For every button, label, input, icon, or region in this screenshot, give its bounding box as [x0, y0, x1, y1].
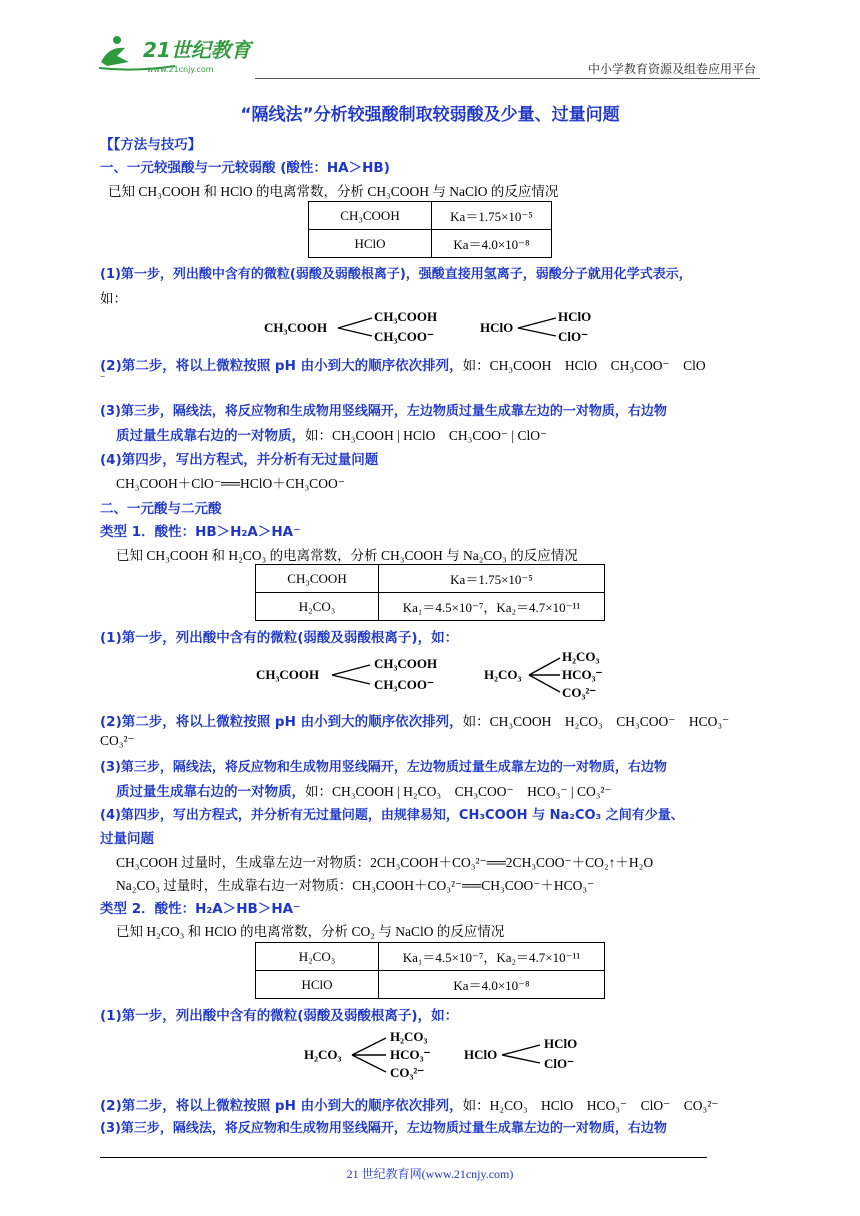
type2-intro: 已知 H₂CO₃ 和 HClO 的电离常数，分析 CO₂ 与 NaClO 的反应情况: [116, 924, 505, 939]
step-label: 质过量生成靠右边的一对物质，: [116, 784, 305, 800]
diagram-label: CO₃²⁻: [390, 1065, 425, 1080]
sec1-step2: [100, 354, 706, 374]
diagram-label: H₂CO₃: [390, 1029, 428, 1044]
sec1-equation: CH₃COOH＋ClO⁻══HClO＋CH₃COO⁻: [116, 476, 345, 491]
diagram-label: H₂CO₃: [562, 649, 600, 664]
type1-step3: (3)第三步，隔线法，将反应物和生成物用竖线隔开，左边物质过量生成靠左边的一对物质，右边物: [100, 760, 667, 775]
diagram-label: H₂CO₃: [484, 667, 522, 682]
logo-url: www.21cnjy.com: [147, 65, 214, 74]
type2-step2: [100, 1094, 718, 1114]
dissociation-diagram-3: [302, 1026, 602, 1084]
footer-rule: [100, 1157, 707, 1158]
sec1-step1: (1)第一步，列出酸中含有的微粒(弱酸及弱酸根离子)，强酸直接用氢离子，弱酸分子就用化学式表示，: [100, 267, 692, 282]
sec1-step1-cont: 如：: [100, 291, 127, 306]
step-text: 如：CH₃COOH HClO CH₃COO⁻ ClO: [462, 358, 706, 373]
type1-step3-line2: [116, 780, 612, 800]
sec1-step3: (3)第三步，隔线法，将反应物和生成物用竖线隔开，左边物质过量生成靠左边的一对物质，右边物: [100, 404, 667, 419]
step-label: (2)第二步，将以上微粒按照 pH 由小到大的顺序依次排列，: [100, 1098, 463, 1114]
diagram-label: CO₃²⁻: [562, 685, 597, 700]
type1-step4-line2: 过量问题: [100, 831, 154, 847]
type1-heading: 类型 1．酸性：HB＞H₂A＞HA⁻: [100, 524, 301, 540]
ka-table-2: [255, 564, 605, 621]
step-label: (2)第二步，将以上微粒按照 pH 由小到大的顺序依次排列，: [100, 714, 463, 730]
diagram-label: CH₃COOH: [374, 656, 438, 671]
step-label: (2)第二步，将以上微粒按照 pH 由小到大的顺序依次排列，: [100, 358, 463, 374]
platform-name: 中小学教育资源及组卷应用平台: [587, 62, 756, 76]
table-cell: Ka₁＝4.5×10⁻⁷，Ka₂＝4.7×10⁻¹¹: [379, 593, 605, 621]
type2-step3: (3)第三步，隔线法，将反应物和生成物用竖线隔开，左边物质过量生成靠左边的一对物质，右边物: [100, 1121, 667, 1136]
diagram-label: ClO⁻: [544, 1056, 574, 1071]
page-title: “隔线法”分析较强酸制取较弱酸及少量、过量问题: [240, 105, 620, 125]
type1-equation-2: Na₂CO₃ 过量时，生成靠右边一对物质：CH₃COOH＋CO₃²⁻══CH₃COO⁻＋HCO₃⁻: [116, 878, 595, 893]
sec1-step3-line2: [116, 424, 547, 444]
logo: [95, 32, 265, 76]
table-cell: HClO: [309, 230, 432, 258]
diagram-label: HClO: [480, 320, 514, 335]
type1-step2: [100, 710, 729, 730]
type2-heading: 类型 2．酸性：H₂A＞HB＞HA⁻: [100, 901, 301, 917]
diagram-label: HClO: [544, 1036, 578, 1051]
table-cell: CH₃COOH: [309, 202, 432, 230]
step-label: 质过量生成靠右边的一对物质，: [116, 428, 305, 444]
table-cell: H₂CO₃: [256, 593, 379, 621]
type1-step1: (1)第一步，列出酸中含有的微粒(弱酸及弱酸根离子)，如：: [100, 630, 459, 646]
diagram-label: ClO⁻: [558, 329, 588, 344]
type1-step4: (4)第四步，写出方程式，并分析有无过量问题，由规律易知，CH₃COOH 与 Na₂CO₃ 之间有少量、: [100, 808, 684, 823]
diagram-label: CH₃COO⁻: [374, 329, 434, 344]
diagram-label: H₂CO₃: [304, 1047, 342, 1062]
diagram-label: CH₃COOH: [256, 667, 320, 682]
diagram-label: CH₃COO⁻: [374, 677, 434, 692]
diagram-label: HCO₃⁻: [562, 667, 603, 682]
step-text: 如：CH₃COOH | HClO CH₃COO⁻ | ClO⁻: [305, 428, 548, 443]
diagram-label: CH₃COOH: [264, 320, 328, 335]
sec1-intro: 已知 CH₃COOH 和 HClO 的电离常数，分析 CH₃COOH 与 NaClO 的反应情况: [108, 184, 559, 199]
ka-table-3: [255, 942, 605, 999]
method-label: 【【方法与技巧】: [100, 137, 202, 153]
table-cell: Ka＝4.0×10⁻⁸: [379, 971, 605, 999]
dissociation-diagram-1: [262, 306, 602, 348]
diagram-label: HCO₃⁻: [390, 1047, 431, 1062]
step-text: 如：CH₃COOH H₂CO₃ CH₃COO⁻ HCO₃⁻: [462, 714, 730, 729]
section1-heading: 一、一元较强酸与一元较弱酸 (酸性：HA＞HB): [100, 160, 390, 176]
table-cell: Ka＝1.75×10⁻⁵: [379, 565, 605, 593]
section2-heading: 二、一元酸与二元酸: [100, 501, 222, 517]
page-header: [95, 32, 760, 80]
footer-text: 21 世纪教育网(www.21cnjy.com): [346, 1167, 514, 1181]
table-cell: Ka＝4.0×10⁻⁸: [432, 230, 552, 258]
type2-step1: (1)第一步，列出酸中含有的微粒(弱酸及弱酸根离子)，如：: [100, 1008, 459, 1024]
table-cell: CH₃COOH: [256, 565, 379, 593]
table-cell: Ka₁＝4.5×10⁻⁷，Ka₂＝4.7×10⁻¹¹: [379, 943, 605, 971]
type1-step2-cont: CO₃²⁻: [100, 733, 135, 748]
type1-intro: 已知 CH₃COOH 和 H₂CO₃ 的电离常数，分析 CH₃COOH 与 Na₂CO₃ 的反应情况: [116, 548, 578, 563]
sec1-step2-cont: ⁻: [100, 374, 106, 385]
diagram-label: CH₃COOH: [374, 309, 438, 324]
diagram-label: HClO: [464, 1047, 498, 1062]
ka-table-1: [308, 201, 552, 258]
type1-equation-1: CH₃COOH 过量时，生成靠左边一对物质：2CH₃COOH＋CO₃²⁻══2CH₃COO⁻＋CO₂↑＋H₂O: [116, 855, 654, 870]
table-cell: H₂CO₃: [256, 943, 379, 971]
step-text: 如：H₂CO₃ HClO HCO₃⁻ ClO⁻ CO₃²⁻: [462, 1098, 719, 1113]
dissociation-diagram-2: [254, 648, 614, 702]
diagram-label: HClO: [558, 309, 592, 324]
step-text: 如：CH₃COOH | H₂CO₃ CH₃COO⁻ HCO₃⁻ | CO₃²⁻: [305, 784, 612, 799]
table-cell: HClO: [256, 971, 379, 999]
logo-text: 21世纪教育: [143, 38, 251, 62]
header-rule: [255, 78, 760, 79]
table-cell: Ka＝1.75×10⁻⁵: [432, 202, 552, 230]
sec1-step4: (4)第四步，写出方程式，并分析有无过量问题: [100, 452, 379, 468]
